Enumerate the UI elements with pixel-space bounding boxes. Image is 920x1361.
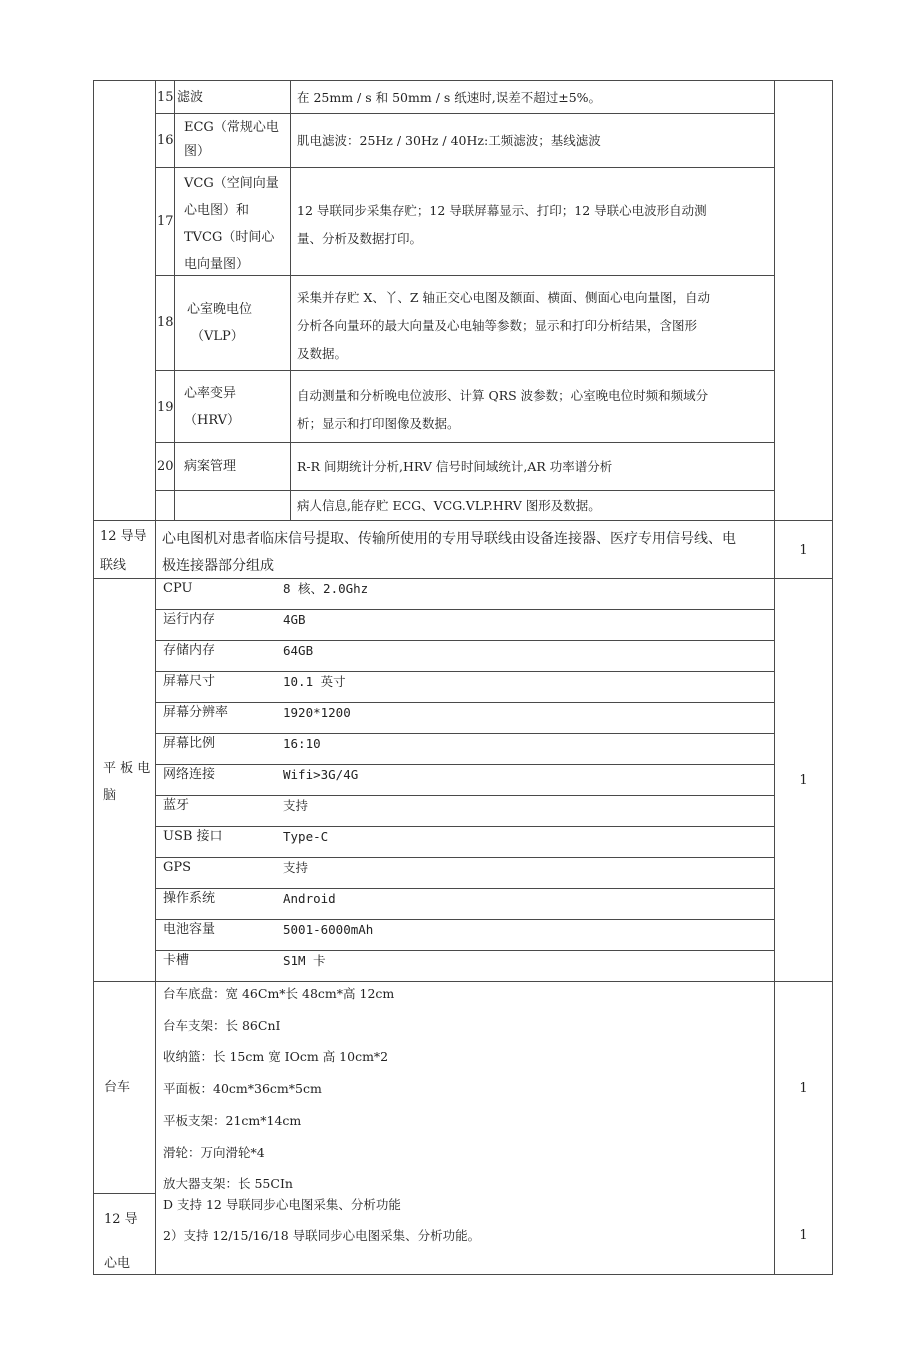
section-label-cart: 台车 <box>104 1080 131 1095</box>
item-name: 病案管理 <box>184 459 237 474</box>
spec-key: 蓝牙 <box>163 798 190 813</box>
cart-spec-line: 滑轮：万向滑轮*4 <box>163 1144 265 1160</box>
item-desc: 病人信息,能存贮 ECG、VCG.VLP.HRV 图形及数据。 <box>297 498 601 513</box>
item-desc-line: 及数据。 <box>297 346 348 361</box>
row-number: 16 <box>157 133 174 148</box>
spec-key: 屏幕分辨率 <box>163 705 229 720</box>
lead-wire-desc-line: 极连接器部分组成 <box>162 558 274 574</box>
row-divider <box>155 950 775 951</box>
table-border-left <box>93 80 94 1274</box>
item-desc: R-R 间期统计分析,HRV 信号时间域统计,AR 功率谱分析 <box>297 459 613 474</box>
ecg12-feature-line: 2）支持 12/15/16/18 导联同步心电图采集、分析功能。 <box>163 1228 481 1243</box>
quantity: 1 <box>799 1081 808 1096</box>
row-divider <box>155 764 775 765</box>
table-border-bottom <box>93 1274 833 1275</box>
spec-key: USB 接口 <box>163 829 223 844</box>
item-desc: 在 25mm / s 和 50mm / s 纸速时,误差不超过±5%。 <box>297 90 602 105</box>
item-name-line: 图） <box>184 144 211 159</box>
cart-spec-list <box>163 978 394 1200</box>
ecg12-feature-list <box>163 1189 480 1251</box>
row-divider <box>155 857 775 858</box>
item-desc: 肌电滤波：25Hz / 30Hz / 40Hz:工频滤波；基线滤波 <box>297 133 601 148</box>
item-desc <box>297 382 708 438</box>
row-divider <box>155 671 775 672</box>
column-divider <box>290 80 291 520</box>
row-divider <box>155 113 775 114</box>
spec-value: 5001-6000mAh <box>283 922 374 937</box>
item-desc <box>297 284 710 368</box>
row-divider <box>155 702 775 703</box>
cart-spec-line: 台车支架：长 86CnI <box>163 1017 281 1033</box>
item-name: 滤波 <box>177 90 204 105</box>
row-divider <box>155 733 775 734</box>
item-name-line: 心率变异 <box>184 386 237 401</box>
item-desc-line: 12 导联同步采集存贮；12 导联屏幕显示、打印；12 导联心电波形自动测 <box>297 203 707 218</box>
cart-spec-line: 平板支架：21cm*14cm <box>163 1112 302 1128</box>
spec-value: 1920*1200 <box>283 705 351 720</box>
item-desc-line: 析；显示和打印图像及数据。 <box>297 416 460 431</box>
row-divider <box>155 795 775 796</box>
spec-value: 8 核、2.0Ghz <box>283 581 369 596</box>
section-label-line: 12 导 <box>104 1212 138 1227</box>
row-divider <box>155 167 775 168</box>
spec-key: GPS <box>163 860 192 875</box>
spec-value: 4GB <box>283 612 306 627</box>
row-divider <box>155 888 775 889</box>
quantity: 1 <box>799 543 808 558</box>
row-divider <box>155 640 775 641</box>
section-label-line: 心电 <box>104 1256 131 1271</box>
item-name-line: 电向量图） <box>184 257 250 272</box>
item-name-line: （VLP） <box>191 329 244 344</box>
row-divider <box>155 370 775 371</box>
item-name <box>184 170 279 278</box>
spec-value: 10.1 英寸 <box>283 674 346 689</box>
cart-spec-line: 收纳篮：长 15cm 宽 IOcm 高 10cm*2 <box>163 1049 389 1065</box>
section-label-line: 12 导导 <box>100 529 147 544</box>
cart-spec-line: 台车底盘：宽 46Cm*长 48cm*高 12cm <box>163 986 395 1001</box>
spec-key: 操作系统 <box>163 891 216 906</box>
row-number: 19 <box>157 400 174 415</box>
row-divider <box>93 520 833 521</box>
cart-spec-line: 平面板：40cm*36cm*5cm <box>163 1081 322 1097</box>
cart-spec-line: 放大器支架：长 55CIn <box>163 1176 293 1192</box>
quantity: 1 <box>799 773 808 788</box>
item-name-line: （HRV） <box>184 413 241 428</box>
item-desc-line: 采集并存贮 X、丫、Z 轴正交心电图及额面、横面、侧面心电向量图，自动 <box>297 290 711 305</box>
spec-value: Android <box>283 891 336 906</box>
item-desc <box>297 197 707 253</box>
table-border-top <box>93 80 833 81</box>
item-desc-line: 分析各向量环的最大向量及心电轴等参数；显示和打印分析结果，含图形 <box>297 318 698 333</box>
spec-key: 运行内存 <box>163 612 216 627</box>
item-name <box>184 380 240 434</box>
section-label-line: 脑 <box>103 788 117 803</box>
spec-key: 存储内存 <box>163 643 216 658</box>
row-divider <box>155 826 775 827</box>
row-divider <box>155 919 775 920</box>
row-number: 17 <box>157 214 174 229</box>
row-divider <box>155 490 775 491</box>
row-number: 20 <box>157 459 174 474</box>
item-desc-line: 量、分析及数据打印。 <box>297 231 423 246</box>
row-divider <box>93 1193 155 1194</box>
item-name-line: ECG（常规心电 <box>184 120 279 135</box>
table-border-right <box>832 80 833 1274</box>
spec-key: 卡槽 <box>163 953 190 968</box>
spec-value: 16:10 <box>283 736 321 751</box>
spec-value: Type-C <box>283 829 329 844</box>
item-name <box>187 296 252 350</box>
item-name <box>184 116 279 164</box>
column-divider <box>155 80 156 1274</box>
lead-wire-desc-line: 心电图机对患者临床信号提取、传输所使用的专用导联线由设备连接器、医疗专用信号线、电 <box>162 531 736 547</box>
item-desc-line: 自动测量和分析晚电位波形、计算 QRS 波参数；心室晚电位时频和频域分 <box>297 388 709 403</box>
spec-key: 屏幕比例 <box>163 736 216 751</box>
spec-key: 屏幕尺寸 <box>163 674 216 689</box>
spec-value: 支持 <box>283 860 309 875</box>
section-label-tablet <box>103 755 150 809</box>
quantity: 1 <box>799 1228 808 1243</box>
spec-value: S1M 卡 <box>283 953 326 968</box>
section-label-lead-wire <box>100 522 147 580</box>
row-divider <box>155 442 775 443</box>
section-label-line: 联线 <box>100 558 127 573</box>
column-divider <box>174 80 175 520</box>
row-divider <box>155 609 775 610</box>
spec-key: 电池容量 <box>163 922 216 937</box>
ecg12-feature-line: D 支持 12 导联同步心电图采集、分析功能 <box>163 1197 401 1212</box>
item-name-line: VCG（空间向量 <box>184 176 279 191</box>
section-label-ecg12 <box>104 1198 138 1286</box>
spec-key: 网络连接 <box>163 767 216 782</box>
section-label-line: 平 板 电 <box>103 761 151 776</box>
spec-value: 64GB <box>283 643 314 658</box>
spec-key: CPU <box>163 581 193 596</box>
row-number: 18 <box>157 315 174 330</box>
spec-value: Wifi>3G/4G <box>283 767 359 782</box>
spec-value: 支持 <box>283 798 309 813</box>
row-number: 15 <box>157 90 174 105</box>
item-name-line: TVCG（时间心 <box>184 230 275 245</box>
item-name-line: 心室晚电位 <box>187 302 253 317</box>
item-name-line: 心电图）和 <box>184 203 250 218</box>
lead-wire-desc <box>162 526 736 580</box>
